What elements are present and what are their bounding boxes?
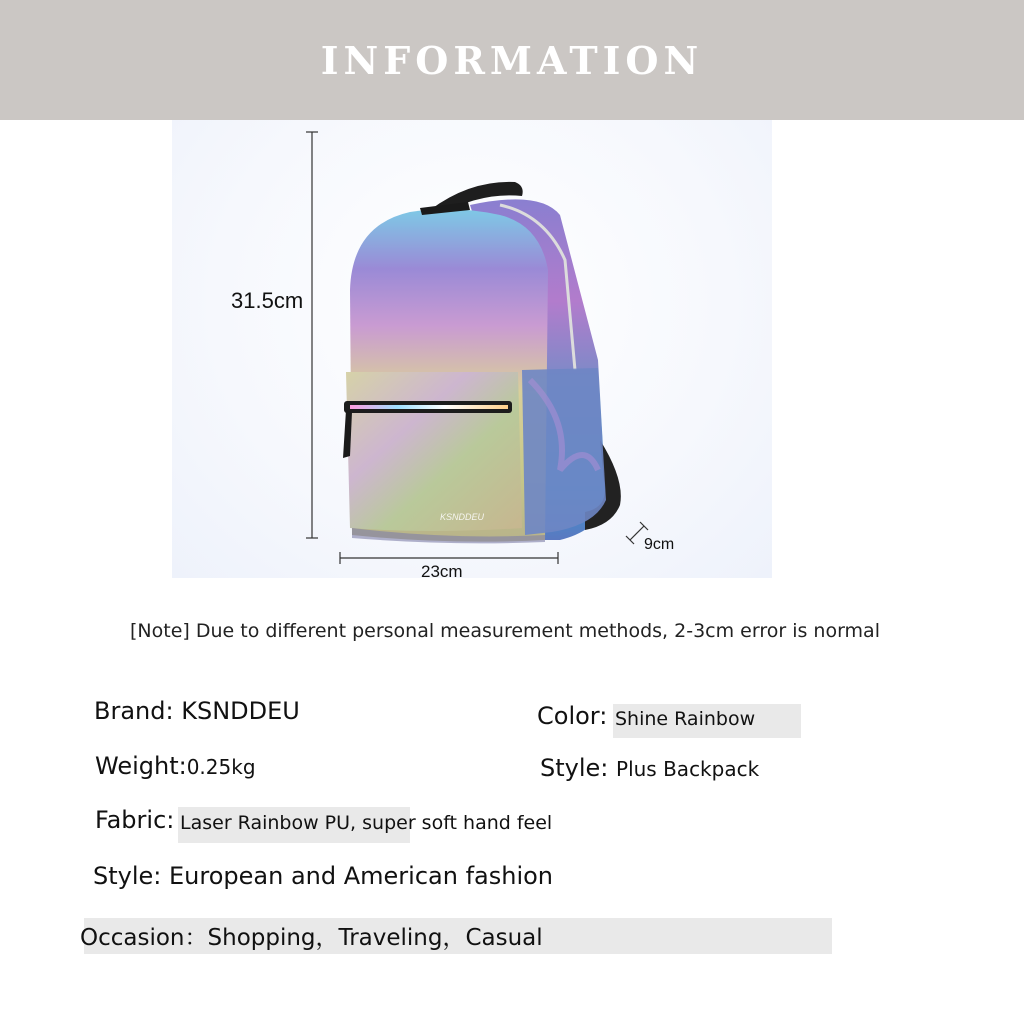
style2-value: European and American fashion bbox=[169, 862, 554, 890]
weight-value: 0.25kg bbox=[186, 755, 256, 779]
weight-label: Weight: bbox=[95, 752, 187, 780]
depth-label: 9cm bbox=[644, 536, 675, 553]
brand-label: Brand: bbox=[94, 697, 174, 725]
style2-label: Style: bbox=[93, 862, 162, 890]
occasion-value: Shopping，Traveling，Casual bbox=[207, 925, 543, 951]
brand-value: KSNDDEU bbox=[181, 697, 300, 725]
width-label: 23cm bbox=[421, 562, 463, 581]
measurement-note: [Note] Due to different personal measurement methods, 2-3cm error is normal bbox=[130, 620, 880, 642]
style-spec bbox=[540, 754, 759, 782]
fabric-value: Laser Rainbow PU, super soft hand feel bbox=[180, 812, 553, 834]
height-label: 31.5cm bbox=[231, 288, 304, 313]
page-title: INFORMATION bbox=[320, 37, 704, 83]
brand-spec bbox=[94, 697, 300, 725]
fabric-label: Fabric: bbox=[95, 806, 175, 834]
color-value: Shine Rainbow bbox=[613, 704, 801, 738]
style-value: Plus Backpack bbox=[616, 757, 760, 781]
color-label: Color: bbox=[537, 702, 608, 730]
weight-spec bbox=[95, 752, 256, 780]
brand-logo: KSNDDEU bbox=[440, 512, 485, 522]
height-dimension-line bbox=[300, 128, 324, 542]
style2-spec bbox=[93, 862, 553, 890]
occasion-spec bbox=[80, 919, 543, 952]
occasion-label: Occasion： bbox=[80, 925, 208, 951]
style-label: Style: bbox=[540, 754, 609, 782]
